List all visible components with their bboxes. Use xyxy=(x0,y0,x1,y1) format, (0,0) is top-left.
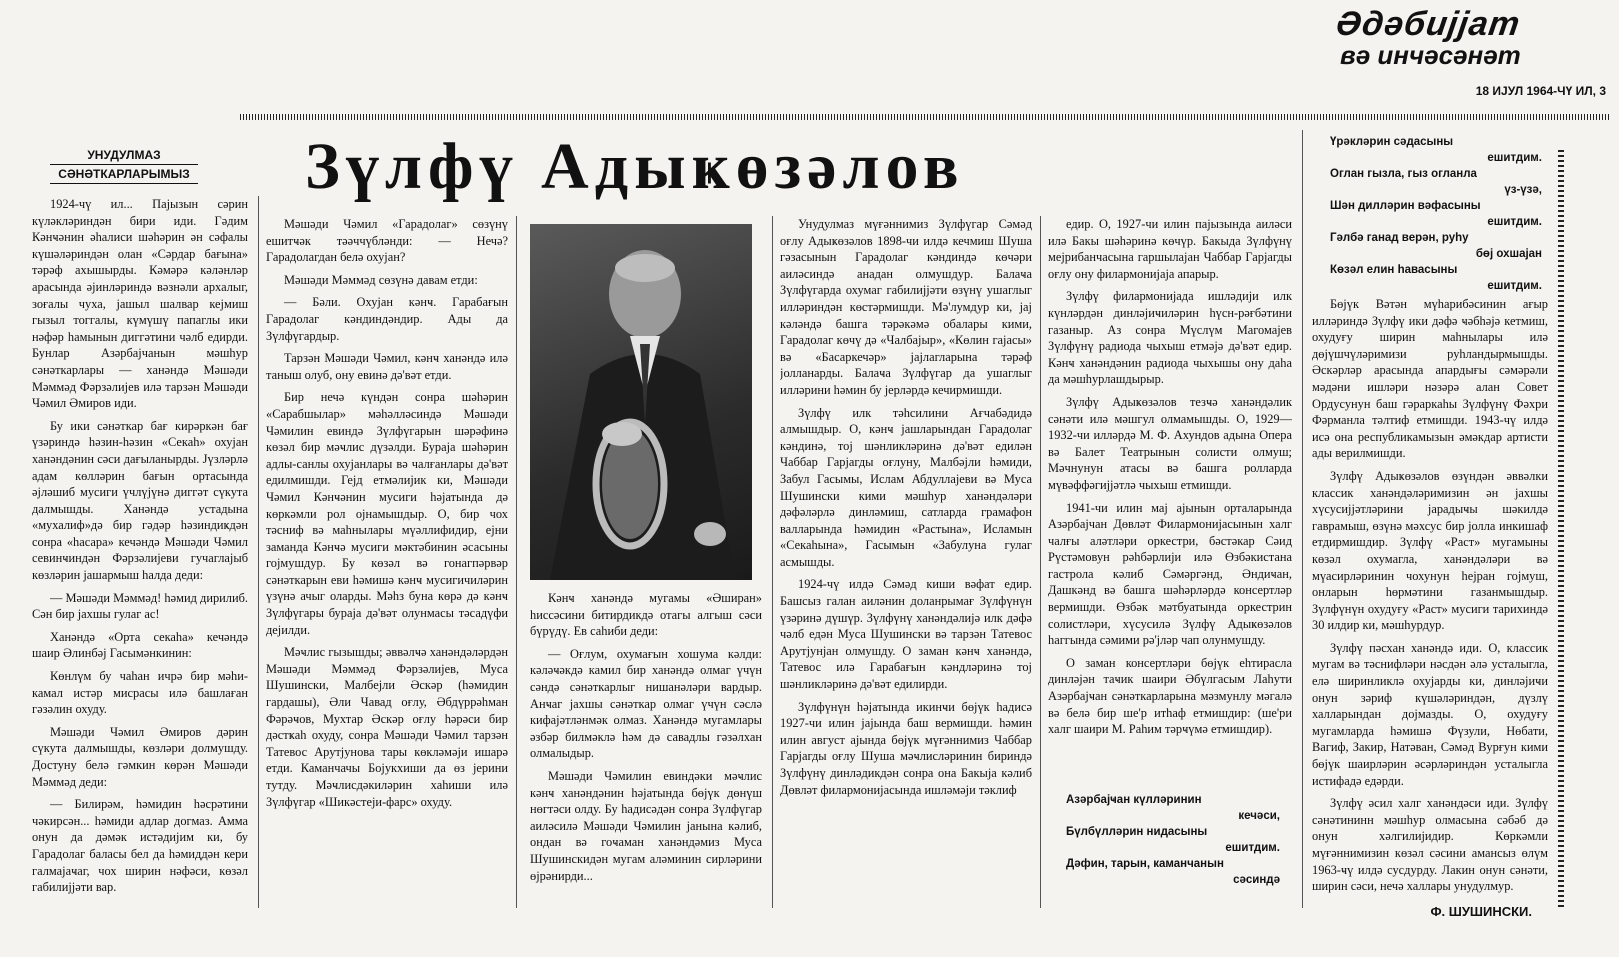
paragraph: Бөјүк Вәтән мүһарибәсинин ағыр илләриндә Зүлфү ики дәфә ҹәбһәјә кетмиш, охудуғу ширин маһнылары илә дөјүшчүләримизи руһландырмышды. Әскәрләр арасында апардығы сәмәрәли мәдәни ишләри нәзәрә алан Совет Ордусунун баш гәраркаһы Зүлфүнү Фәхри Фәрманла тәлтиф етмишди. 1943-чү илдә исә она республикамызын әмәкдар артисти ады верилмишди. xyxy=(1312,297,1548,461)
paragraph: Мәҹлис гызышды; әввәлҹә ханәндәләрдән Мәшәди Мәммәд Фәрзәлијев, Муса Шушински, Малбејли Әскәр (һәмидин гардашы), Әли Чавад оғлу, Әбдүррәһман Фәрәҹов, Мухтар Әскәр оғлу һәрәси бир дәстҝаһ охуду, сонра Мәшәди Чәмил тарзән Татевос Арутјунова тары көкләмәји ишарә етди. Каманчачы Бојукхиши да өз јерини тутду. Мәҹлисдәкиләрин хаһиши илә Зүлфүгар «Шикәстеји-фарс» охуду. xyxy=(266,645,508,809)
paragraph: едир. О, 1927-чи илин пајызында аиләси илә Бакы шәһәринә көчүр. Бакыда Зүлфүнү мејрибанчасына гаршылајан Чаббар Гарјагды оғлу ону филармонијаја апарыр. xyxy=(1048,217,1292,281)
paragraph: 1924-чү ил... Пајызын сәрин күләкләриндән бири иди. Гәдим Кәнҹәнин әһалиси шәһәрин ән сәфалы күшәләриндән олан «Сәрдар бағына» тәрәф ахышырды. Кәмәрә кәләнләр арасында әјинләриндә вәзнәли архалыг, зоғалы чуха, јашыл шалвар кејмиш гызыл тоггалы, күмүшү папаглы ики нәфәр һамынын диггәтини чәлб едирди. Бунлар Азәрбајчанын мәшһур сәнәткарлары — ханәндә Мәшәди Мәммәд Фәрзәлијев илә тарзән Мәшәди Чәмил Әмиров иди. xyxy=(32,197,248,411)
rubric-line1: УНУДУЛМАЗ xyxy=(50,146,198,165)
section-rubric xyxy=(50,146,198,184)
article-headline: Зүлфү Адыҝөзәлов xyxy=(305,130,965,203)
column-divider xyxy=(258,196,259,908)
paragraph: — Билирәм, һәмидин һәсрәтини чәкирсән... һәмиди адлар догмаз. Амма онун да дәмәк истәдијим ки, бу Гарадолаг баласы бел да һәмиддән кери галмајаҹаг, чох ширин нәфәси, көзәл габилијјәти вар. xyxy=(32,797,248,895)
paragraph: — Бәли. Охујан кәнҹ. Гарабағын Гарадолаг кәндиндәндир. Ады да Зүлфүгардыр. xyxy=(266,295,508,343)
paragraph: — Мәшәди Мәммәд! һәмид дирилиб. Сән бир јахшы гулаг ас! xyxy=(32,590,248,622)
paragraph: Бу ики сәнәткар бағ кирәркән бағ үзәриндә һәзин-һәзин «Секаһ» охујан ханәндәнин сәси дағыланырды. Јүзләрлә адам көлләрин бағын ортасында әјләшиб мусиги үчлүјүнә диггәт сүкута далмышды. Ханәндә устадына «мухалиф»дә бир гәдәр һәзиндиҝдән сонра «һасара» кечәндә Мәшәди Чәмил севинҹиндән Фәрзәлијеви гучаглајыб көзләрин јашармыш һалда деди: xyxy=(32,418,248,583)
paragraph: Зүлфү филармонијада ишләдији илк күнләрдән динләјиҹиләрин һүсн-рәғбәтини газаныр. Аз сонра Мүслүм Магомајев Зүлфүнү радиода чыхыш етмәјә дә'вәт едир. Кәнҹ ханәндәнин радиода чыхышы ону даһа да мәшһурлашдырыр. xyxy=(1048,289,1292,387)
poem-line: ешитдим. xyxy=(1487,152,1542,164)
poem-line: Дәфин, тарын, каманчанын xyxy=(1066,858,1224,870)
header-rule xyxy=(240,114,1610,120)
poem-line: Оглан гызла, гыз огланла xyxy=(1330,168,1477,180)
paragraph: Тарзән Мәшәди Чәмил, кәнҹ ханәндә илә таныш олуб, ону евинә дә'вәт етди. xyxy=(266,351,508,382)
page-edge-hatching xyxy=(1558,150,1564,910)
poem-line: Бүлбүлләрин нидасыны xyxy=(1066,826,1208,838)
poem-line: кечәси, xyxy=(1238,810,1280,822)
paragraph: 1924-чү илдә Сәмәд киши вәфат едир. Башсыз галан аиләнин доланрымағ Зүлфүнүн үзәринә дүшүр. Зүлфүнү ханәндәлијә илк дәфә чәлб едән Муса Шушински вә тарзән Татевос Арутјунјан олмушду. О заман кәнҹ ханәндә, Татевос илә Гарабағын кәндләринә тој шәнликләринә дә'вәт едилирди. xyxy=(780,577,1032,692)
portrait-photo xyxy=(530,224,752,580)
poem-line: Азәрбајҹан күлләринин xyxy=(1066,794,1202,806)
paragraph: Мәшәди Чәмилин евиндәки мәҹлис кәнҹ ханәндәнин һәјатында бөјүк дөнүш нөгтәси олду. Бу һадисәдән сонра Зүлфүгар аиләсилә Мәшәди Чәмилин јанына кәлиб, ондан вә гоҹаман ханәндәмиз Муса Шушинскидән мугам аләминин сирләрини өјрәнирди... xyxy=(530,768,762,883)
column-divider xyxy=(772,216,773,908)
poem-line: үз-үзә, xyxy=(1504,184,1542,196)
poem-part-2 xyxy=(1330,134,1542,294)
poem-line: ешитдим. xyxy=(1225,842,1280,854)
article-column-1 xyxy=(32,196,248,912)
paragraph: Зүлфү әсил халг ханәндәси иди. Зүлфү сәнәтининн мәшһур олмасына сәбәб дә онун хәлгилијидир. Көркәмли мүғәннимизин көзәл сәсини амансыз өлүм 1963-ҹү илдә сусдурду. Лакин онун сәнәти, ширин сәси, нечә халлары унудулмур. xyxy=(1312,796,1548,894)
masthead-line1: Әдәбијјат xyxy=(1333,5,1523,43)
rubric-line2: СӘНӘТКАРЛАРЫМЫЗ xyxy=(50,165,198,184)
paragraph: Зүлфү пәсхан ханәндә иди. О, классик мугам вә тәснифләри нәсдән әлә усталыгла, елә ширинликлә охујарды ки, динләјиҹи онун зәриф күшәләриндән, дүзлү халларындан дојмазды. О, охудуғу мугамларда һәмишә Фүзули, Нөбати, Вагиф, Закир, Натәван, Сәмәд Вурғун кими бөјүк шаирләрин әсәрләриндән усталыгла истифадә едәрди. xyxy=(1312,640,1548,788)
poem-line: Шән дилләрин вәфасыны xyxy=(1330,200,1481,212)
paragraph: Зүлфүнүн һәјатында икинҹи бөјүк һадисә 1927-чи илин јајында баш вермишди. һәмин илин август ајында бөјүк мүғәннимиз Чаббар Гарјагды оғлу Шуша мәҹлисләринин бириндә Зүлфүнү динләдикдән сонра она Бакыја кәлиб Дөвләт филармонијасында ишләмәји тәклиф xyxy=(780,699,1032,797)
poem-line: ешитдим. xyxy=(1487,280,1542,292)
paragraph: Унудулмаз мүғәннимиз Зүлфүгар Сәмәд оғлу Адыҝөзәлов 1898-чи илдә кечмиш Шуша гәзасынын Гарадолаг кәндиндә көчәри аиләсиндә анадан олмушдур. Балаҹа Зүлфүгарда охумаг габилијјәти өзүнү ушаглыг илләриндән көстәрмишди. Мә'лумдур ки, јај кәләндә башга тәрәкәмә обалары кими, Гарадолаг көчү дә «Чалбајыр», «Көлин гајасы» вә «Басаркечәр» јајлагларына тәрәф јолланарды. Балаҹа Зүлфүгар да ушаглыг илләрини һәмин бу јерләрдә кечирмишди. xyxy=(780,217,1032,397)
paragraph: Ханәндә «Орта секаһа» кечәндә шаир Әлинбәј Гасымәнкинин: xyxy=(32,629,248,661)
poem-line: Көзәл елин һавасыны xyxy=(1330,264,1458,276)
masthead-line2: вә инчәсәнәт xyxy=(1340,40,1521,70)
paragraph: Мәшәди Чәмил «Гарадолаг» сөзүнү ешитҹәк тәәччүбләнди: — Нечә? Гарадолагдан белә охујан? xyxy=(266,217,508,265)
poem-line: Гәлбә ганад верән, руһу xyxy=(1330,232,1469,244)
paragraph: Мәшәди Мәммәд сөзүнә давам етди: xyxy=(284,272,478,287)
paragraph: О заман консертләри бөјүк еһтирасла динләјән таҹик шаири Әбүлгасым Лаһути Азәрбајҹан сәнәткарларына мәзмунлу мәгалә вә белә бир ше'р итһаф етмишдир: (ше'ри халг шаири М. Раһим тәрҹүмә етмишдир). xyxy=(1048,655,1292,737)
poem-part-1 xyxy=(1066,792,1280,888)
poem-line: бөј охшајан xyxy=(1475,248,1542,260)
paragraph: Зүлфү Адыҝөзәлов тезҹә ханәндәлик сәнәти илә мәшгул олмамышды. О, 1929—1932-чи илләрдә М. Ф. Ахундов адына Опера вә Балет Театрынын солисти олмуш; Мәчнунун атасы вә башга ролларда мүвәффәгијјәтлә чыхыш етмишди. xyxy=(1048,394,1292,492)
paragraph: Мәшәди Чәмил Әмиров дәрин сүкута далмышды, көзләри долмушду. Достуну белә гәмкин көрән Мәшәди Мәммәд деди: xyxy=(32,724,248,789)
author-signature: Ф. ШУШИНСКИ. xyxy=(1430,904,1532,919)
photo-caption xyxy=(530,590,762,890)
portrait-man-with-tambourine xyxy=(530,224,752,580)
column-divider xyxy=(1302,130,1303,908)
article-column-5 xyxy=(1048,216,1292,790)
poem-line: сәсиндә xyxy=(1233,874,1280,886)
article-column-2 xyxy=(266,216,508,912)
paragraph: Зүлфү Адыҝөзәлов өзүндән әввәлки классик ханәндәләримизин ән јахшы хүсусијјәтләрини јарадыҹы шәкилдә гаврамыш, өзүнә мәхсус бир јолла инкишаф етдирмишдир. Зүлфү «Раст» мугамыны көзәл охумаглa, ханәндәләри вә мүасирләринин чохунун һејран гојмуш, онларын һөрмәтини газанмышдыр. Зүлфүнүн охудуғу «Раст» мусиги тарихиндә 30 илдир ки, мәшһурдур. xyxy=(1312,468,1548,633)
paragraph: Көнлүм бу чаһан ичрә бир мәһи-камал истәр мисрасы илә башлаған гәзәлин охуду. xyxy=(32,669,248,717)
poem-line: ешитдим. xyxy=(1487,216,1542,228)
paragraph: Бир нечә күндән сонра шәһәрин «Сарабшылар» мәһәлләсиндә Мәшәди Чәмилин евиндә Зүлфүгарын шәрәфинә көзәл бир мәҹлис дүзәлди. Бураја шәһәрин адлы-санлы охујанлары вә чалғанлары дә'вәт едилмишди. Гејд етмәлијик ки, Мәшәди Чәмил Кәнҹәнин мусиги һәјатында дә көркәмли рол ојнамышдыр. О, бир чох тәсниф вә маһнылары мүәллифидир, ејни заманда Кәнҹә мусиги мәктәбинин әсасыны гојмушдур. Бу көзәл вә гонагпәрвәр сәнәткарын еви һәмишә кәнҹ мусигичиләрин үзүнә ачыг оларды. Мәһз буна көрә дә кәнҹ Зүлфүгары бураја дә'вәт олунмасы тәсадүфи дејилди. xyxy=(266,390,508,637)
paragraph: — Оғлум, охумағын хошума кәлди: кәләҹәкдә камил бир ханәндә олмаг үчүн сәндә сәнәткарлыг нишанәләри вардыр. Анҹаг јахшы сәнәткар олмаг үчүн сәслә кифајәтләнмәк олмаз. Ханәндә мугамлары әзбәр билмәклә һәм дә савадлы гәзәлхан олмалыдыр. xyxy=(530,646,762,761)
paragraph: Зүлфү илк тәһсилини Ағчабәдидә алмышдыр. О, кәнҹ јашларындан Гарадолаг кәндинә, тој шәнликләринә дә'вәт едилән Чаббар Гарјагды оғлуну, Малбәјли һәмиди, Забул Гасымы, Ислам Абдуллајеви вә Муса Шушински кими мәшһур ханәндәләри дәфәләрлә динләмиш, сатларда грамафон валларында һәмидин «Растына», Исламын «Секаһына», Гасымын «Забулуна гулаг асмышды. xyxy=(780,405,1032,569)
article-column-6 xyxy=(1312,296,1548,900)
paragraph: 1941-чи илин мај ајынын орталарында Азәрбајчан Дөвләт Филармонијасынын халг чалғы аләтләри оркестри, бәстәкар Сәид Рүстәмовун рәһбәрлији илә Өзбәкистана гастрола кәлиб Сәмәргәнд, Әндиҹан, Дашкәнд вә башга шәһәрләрдә консертләр вермишди. Өзбәк мәтбуатында оркестрин солистләри, хүсусилә Зүлфү Адыҝөзәлов һаггында сәмими рә'јләр чап олунмушду. xyxy=(1048,500,1292,648)
newspaper-masthead xyxy=(1333,5,1606,72)
column-divider xyxy=(1040,216,1041,908)
article-column-4 xyxy=(780,216,1032,912)
paragraph: Кәнҹ ханәндә мугамы «Әширан» һиссәсини битирдикдә отагы алгыш сәси бүрүдү. Ев саһиби деди: xyxy=(530,591,762,639)
dateline: 18 ИЈУЛ 1964-ЧҮ ИЛ, 3 xyxy=(1475,84,1606,98)
poem-line: Үрәкләрин сәдасыны xyxy=(1330,136,1454,148)
column-divider xyxy=(516,216,517,908)
